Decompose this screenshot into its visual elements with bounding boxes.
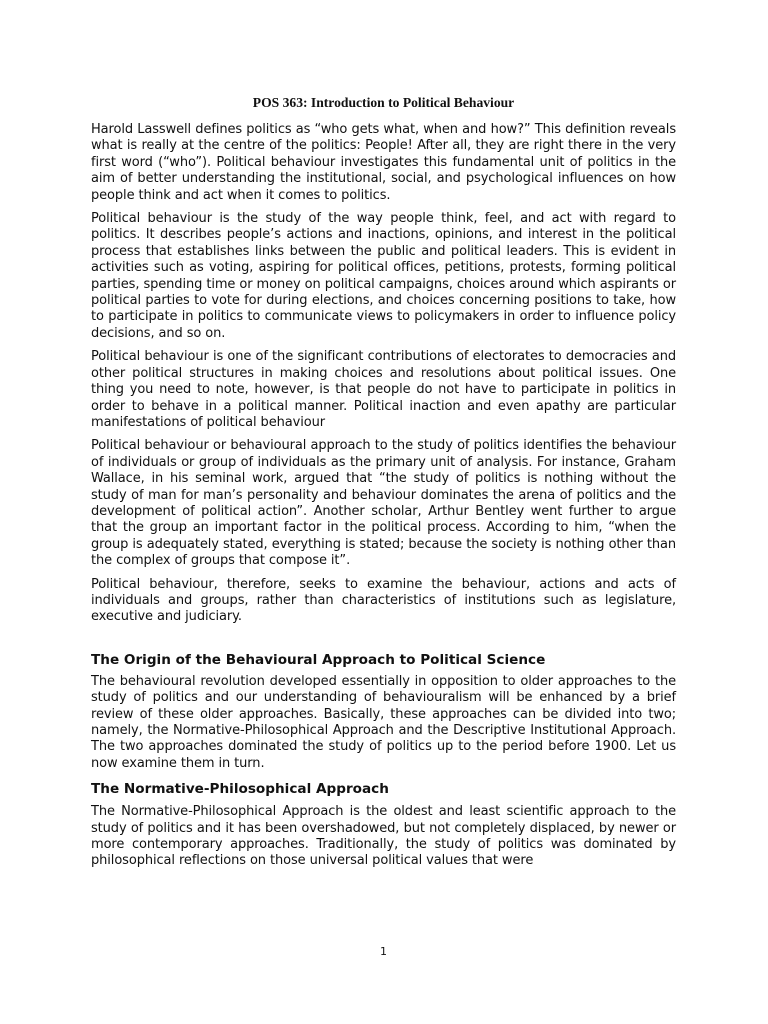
page-number: 1: [380, 945, 387, 958]
intro-paragraph-3: Political behaviour is one of the significant contributions of electorates to democracies and other political structures in making choices and resolutions about political issues. One thing you need to note, however, is that people do not have to participate in politics in order to behave in a political manner. Political inaction and even apathy are particular manifestations of political behaviour: [91, 349, 676, 430]
normative-section-heading: The Normative-Philosophical Approach: [91, 781, 389, 798]
document-title: POS 363: Introduction to Political Behaviour: [252, 95, 515, 110]
document-page: [91, 0, 676, 1024]
document-body: [91, 122, 676, 870]
intro-paragraph-1: Harold Lasswell defines politics as “who gets what, when and how?” This definition reveals what is really at the centre of the politics: People! After all, they are right there in the very first word (“who”). Political behaviour investigates this fundamental unit of politics in the aim of better understanding the institutional, social, and psychological influences on how people think and act when it comes to politics.: [91, 122, 676, 203]
origin-section-paragraph: The behavioural revolution developed essentially in opposition to older approaches to the study of politics and our understanding of behaviouralism will be enhanced by a brief review of these older approaches. Basically, these approaches can be divided into two; namely, the Normative-Philosophical Approach and the Descriptive Institutional Approach. The two approaches dominated the study of politics up to the period before 1900. Let us now examine them in turn.: [91, 673, 676, 771]
normative-section-paragraph: The Normative-Philosophical Approach is the oldest and least scientific approach to the study of politics and it has been overshadowed, but not completely displaced, by newer or more contemporary approaches. Traditionally, the study of politics was dominated by philosophical reflections on those universal political values that were: [91, 804, 676, 869]
intro-paragraph-5: Political behaviour, therefore, seeks to examine the behaviour, actions and acts of individuals and groups, rather than characteristics of institutions such as legislature, executive and judiciary.: [91, 576, 676, 625]
intro-paragraph-4: Political behaviour or behavioural approach to the study of politics identifies the behaviour of individuals or group of individuals as the primary unit of analysis. For instance, Graham Wallace, in his seminal work, argued that “the study of politics is nothing without the study of man for man’s personality and behaviour dominates the arena of politics and the development of political action”. Another scholar, Arthur Bentley went further to argue that the group an important factor in the political process. According to him, “when the group is adequately stated, everything is stated; because the society is nothing other than the complex of groups that compose it”.: [91, 438, 676, 569]
origin-section-heading: The Origin of the Behavioural Approach to Political Science: [91, 651, 546, 668]
intro-paragraph-2: Political behaviour is the study of the way people think, feel, and act with regard to politics. It describes people’s actions and inactions, opinions, and interest in the political process that establishes links between the public and political leaders. This is evident in activities such as voting, aspiring for political offices, petitions, protests, forming political parties, spending time or money on political campaigns, choices around which aspirants or political parties to vote for during elections, and choices concerning positions to take, how to participate in politics to communicate views to policymakers in order to influence policy decisions, and so on.: [91, 211, 676, 341]
